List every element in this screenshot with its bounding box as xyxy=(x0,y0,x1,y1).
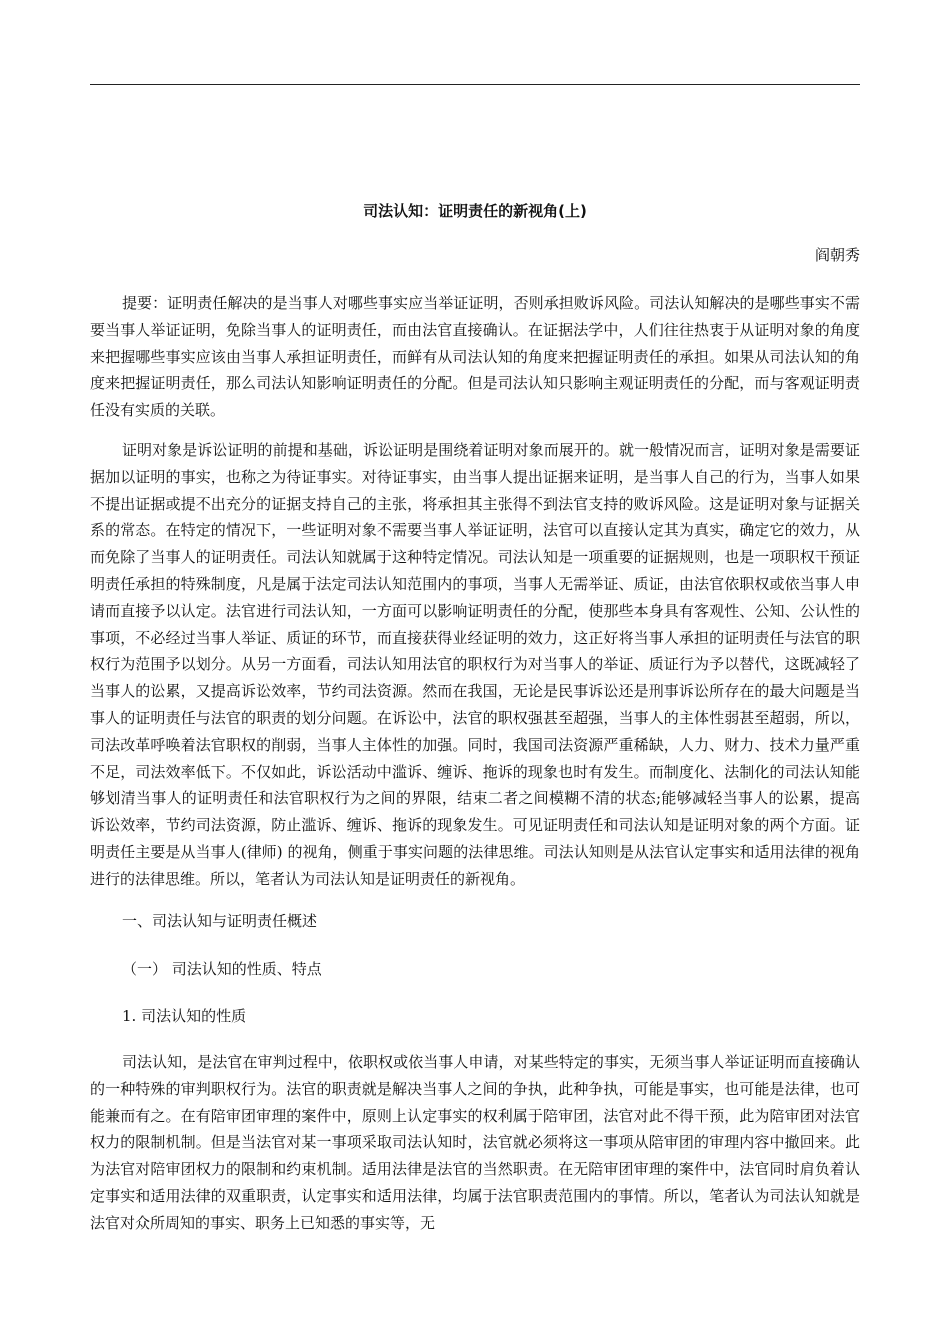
header-rule xyxy=(90,84,860,85)
document-title: 司法认知：证明责任的新视角(上) xyxy=(363,202,587,220)
subsection-heading: （一） 司法认知的性质、特点 xyxy=(122,960,322,978)
abstract-paragraph: 提要：证明责任解决的是当事人对哪些事实应当举证证明，否则承担败诉风险。司法认知解决的是哪些事实不需要当事人举证证明，免除当事人的证明责任，而由法官直接确认。在证据法学中，人们往往热衷于从证明对象的角度来把握哪些事实应该由当事人承担证明责任，而鲜有从司法认知的角度来把握证明责任的承担。如果从司法认知的角度来把握证明责任，那么司法认知影响证明责任的分配。但是司法认知只影响主观证明责任的分配，而与客观证明责任没有实质的关联。 xyxy=(90,294,860,420)
item-heading: 1. 司法认知的性质 xyxy=(122,1007,247,1025)
author-name: 阎朝秀 xyxy=(814,246,860,264)
section-heading: 一、司法认知与证明责任概述 xyxy=(122,912,318,930)
body-paragraph: 司法认知，是法官在审判过程中，依职权或依当事人申请，对某些特定的事实，无须当事人举证证明而直接确认的一种特殊的审判职权行为。法官的职责就是解决当事人之间的争执，此种争执，可能是事实，也可能是法律，也可能兼而有之。在有陪审团审理的案件中，原则上认定事实的权利属于陪审团，法官对此不得干预，此为陪审团对法官权力的限制机制。但是当法官对某一事项采取司法认知时，法官就必须将这一事项从陪审团的审理内容中撤回来。此为法官对陪审团权力的限制和约束机制。适用法律是法官的当然职责。在无陪审团审理的案件中，法官同时肩负着认定事实和适用法律的双重职责，认定事实和适用法律，均属于法官职责范围内的事情。所以，笔者认为司法认知就是法官对众所周知的事实、职务上已知悉的事实等，无 xyxy=(90,1053,860,1232)
intro-paragraph: 证明对象是诉讼证明的前提和基础，诉讼证明是围绕着证明对象而展开的。就一般情况而言，证明对象是需要证据加以证明的事实，也称之为待证事实。对待证事实，由当事人提出证据来证明，是当事人自己的行为，当事人如果不提出证据或提不出充分的证据支持自己的主张，将承担其主张得不到法官支持的败诉风险。这是证明对象与证据关系的常态。在特定的情况下，一些证明对象不需要当事人举证证明，法官可以直接认定其为真实，确定它的效力，从而免除了当事人的证明责任。司法认知就属于这种特定情况。司法认知是一项重要的证据规则，也是一项职权干预证明责任承担的特殊制度，凡是属于法定司法认知范围内的事项，当事人无需举证、质证，由法官依职权或依当事人申请而直接予以认定。法官进行司法认知，一方面可以影响证明责任的分配，使那些本身具有客观性、公知、公认性的事项，不必经过当事人举证、质证的环节，而直接获得业经证明的效力，这正好将当事人承担的证明责任与法官的职权行为范围予以划分。从另一方面看，司法认知用法官的职权行为对当事人的举证、质证行为予以替代，这既减轻了当事人的讼累，又提高诉讼效率，节约司法资源。然而在我国，无论是民事诉讼还是刑事诉讼所存在的最大问题是当事人的证明责任与法官的职责的划分问题。在诉讼中，法官的职权强甚至超强，当事人的主体性弱甚至超弱，所以，司法改革呼唤着法官职权的削弱，当事人主体性的加强。同时，我国司法资源严重稀缺，人力、财力、技术力量严重不足，司法效率低下。不仅如此，诉讼活动中滥诉、缠诉、拖诉的现象也时有发生。而制度化、法制化的司法认知能够划清当事人的证明责任和法官职权行为之间的界限，结束二者之间模糊不清的状态;能够减轻当事人的讼累，提高诉讼效率，节约司法资源，防止滥诉、缠诉、拖诉的现象发生。可见证明责任和司法认知是证明对象的两个方面。证明责任主要是从当事人(律师) 的视角，侧重于事实问题的法律思维。司法认知则是从法官认定事实和适用法律的视角进行的法律思维。所以，笔者认为司法认知是证明责任的新视角。 xyxy=(90,441,860,888)
